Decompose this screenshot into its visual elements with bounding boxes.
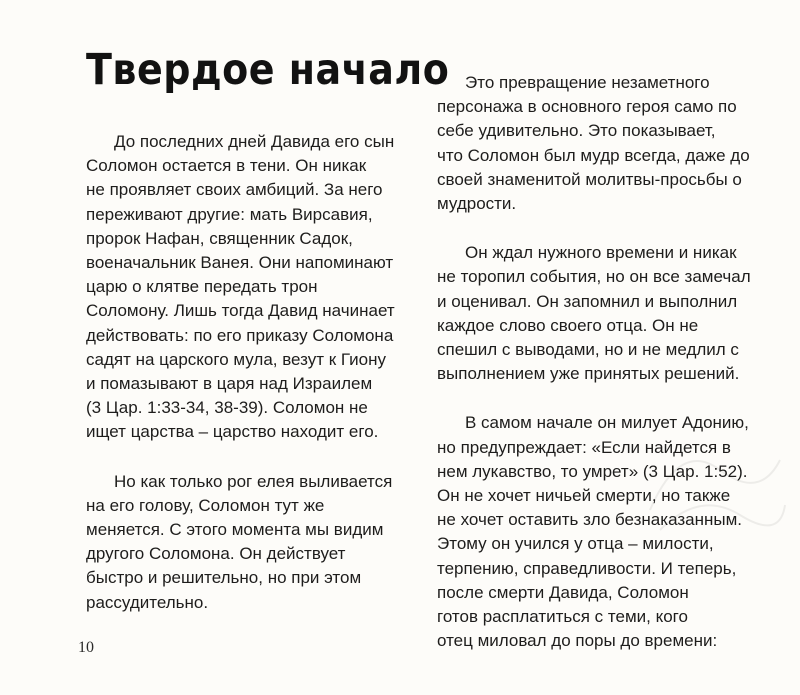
paragraph bbox=[86, 470, 416, 615]
text-line: нем лукавство, то умрет» (3 Цар. 1:52). bbox=[437, 461, 748, 481]
text-line: Соломон остается в тени. Он никак bbox=[86, 156, 367, 176]
text-line: быстро и решительно, но при этом bbox=[86, 568, 362, 588]
text-line: готов расплатиться с теми, кого bbox=[437, 607, 688, 627]
text-line: Соломону. Лишь тогда Давид начинает bbox=[86, 301, 395, 321]
text-line: каждое слово своего отца. Он не bbox=[437, 315, 699, 335]
right-text-column bbox=[437, 71, 767, 678]
text-line: До последних дней Давида его сын bbox=[114, 132, 395, 151]
text-line: терпению, справедливости. И теперь, bbox=[437, 558, 737, 578]
text-line: пророк Нафан, священник Садок, bbox=[86, 228, 353, 248]
text-line: не хочет оставить зло безнаказанным. bbox=[437, 510, 742, 530]
text-line: (3 Цар. 1:33-34, 38-39). Соломон не bbox=[86, 398, 368, 418]
text-line: военачальник Ванея. Они напоминают bbox=[86, 253, 394, 273]
text-line: Этому он учился у отца – милости, bbox=[437, 534, 714, 554]
text-line: выполнением уже принятых решений. bbox=[437, 364, 740, 384]
text-line: царю о клятве передать трон bbox=[86, 277, 318, 297]
text-line: рассудительно. bbox=[86, 592, 209, 612]
text-line: не проявляет своих амбиций. За него bbox=[86, 180, 383, 200]
text-line: Но как только рог елея выливается bbox=[114, 471, 393, 491]
text-line: мудрости. bbox=[437, 194, 517, 214]
paragraph bbox=[86, 130, 416, 445]
text-line: В самом начале он милует Адонию, bbox=[465, 413, 749, 433]
text-line: не торопил события, но он все замечал bbox=[437, 267, 751, 287]
text-line: садят на царского мула, везут к Гиону bbox=[86, 349, 386, 369]
text-line: что Соломон был мудр всегда, даже до bbox=[437, 145, 750, 165]
text-line: Он не хочет ничьей смерти, но также bbox=[437, 486, 731, 506]
page-number: 10 bbox=[78, 639, 94, 656]
text-line: Это превращение незаметного bbox=[465, 73, 710, 92]
text-line: ищет царства – царство находит его. bbox=[86, 422, 379, 442]
text-line: и оценивал. Он запомнил и выполнил bbox=[437, 291, 738, 311]
text-line: спешил с выводами, но и не медлил с bbox=[437, 340, 739, 360]
chapter-title: Твердое начало bbox=[86, 44, 450, 94]
text-line: на его голову, Соломон тут же bbox=[86, 495, 325, 515]
paragraph bbox=[437, 71, 767, 216]
text-line: Он ждал нужного времени и никак bbox=[465, 243, 737, 263]
text-line: отец миловал до поры до времени: bbox=[437, 631, 718, 651]
text-line: себе удивительно. Это показывает, bbox=[437, 121, 716, 141]
text-line: другого Соломона. Он действует bbox=[86, 544, 346, 564]
left-text-column bbox=[86, 130, 416, 640]
text-line: и помазывают в царя над Израилем bbox=[86, 374, 373, 394]
text-line: своей знаменитой молитвы-просьбы о bbox=[437, 169, 742, 189]
text-line: после смерти Давида, Соломон bbox=[437, 582, 689, 602]
faint-illustration-watermark bbox=[640, 420, 790, 540]
text-line: переживают другие: мать Вирсавия, bbox=[86, 204, 373, 224]
text-line: меняется. С этого момента мы видим bbox=[86, 520, 384, 540]
paragraph bbox=[437, 241, 767, 386]
text-line: персонажа в основного героя само по bbox=[437, 97, 737, 117]
text-line: но предупреждает: «Если найдется в bbox=[437, 437, 731, 457]
text-line: действовать: по его приказу Соломона bbox=[86, 325, 394, 345]
